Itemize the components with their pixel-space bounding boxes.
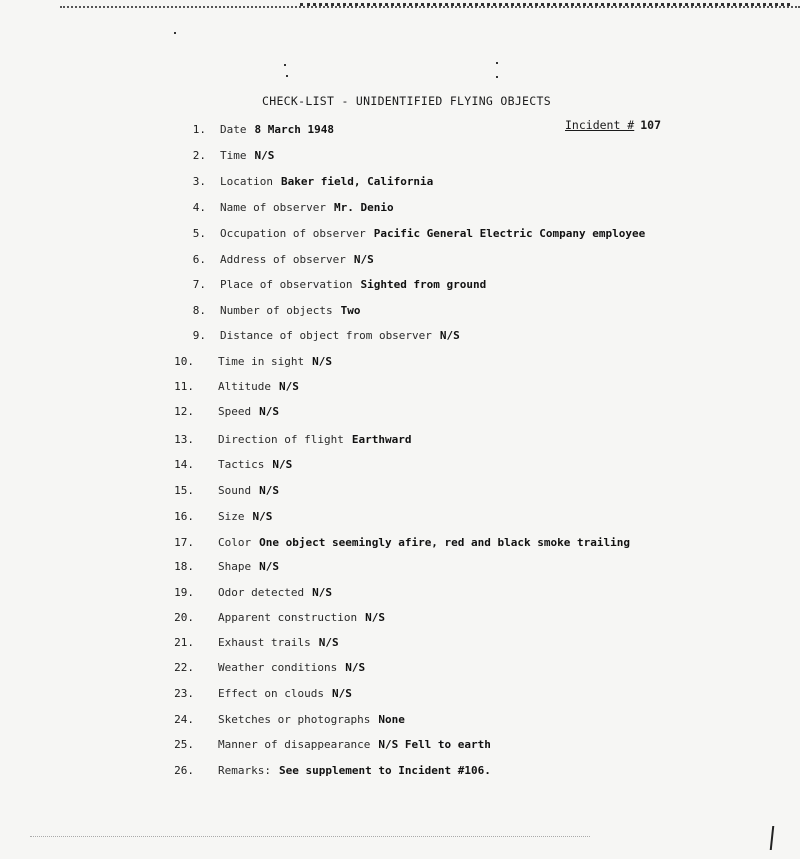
item-number: 10. [174, 355, 194, 368]
item-number: 26. [174, 764, 194, 777]
item-value: N/S [345, 661, 366, 674]
item-text [218, 559, 279, 575]
scan-speck [284, 64, 286, 66]
scan-speck [496, 76, 498, 78]
item-number: 1. [192, 123, 206, 136]
item-number: 15. [174, 484, 194, 497]
item-label: Time in sight [218, 355, 305, 368]
item-text [220, 148, 274, 164]
item-label: Odor detected [218, 586, 305, 599]
item-value: Baker field, California [280, 175, 434, 188]
item-value: N/S [331, 687, 352, 700]
item-text [218, 483, 279, 499]
bottom-edge-dots [30, 836, 590, 837]
item-text [218, 610, 385, 626]
item-value: Sighted from ground [360, 278, 487, 291]
item-text [218, 379, 299, 395]
item-number: 8. [192, 304, 206, 317]
item-number: 6. [192, 253, 206, 266]
top-edge-dots-heavy [300, 3, 790, 6]
item-text [218, 635, 339, 651]
item-number: 19. [174, 586, 194, 599]
item-value: N/S [312, 355, 332, 368]
item-number: 13. [174, 433, 194, 446]
item-text [218, 737, 491, 753]
item-value: None [378, 713, 405, 726]
item-text [218, 763, 491, 779]
item-text [220, 226, 645, 242]
item-label: Tactics [218, 458, 265, 471]
item-number: 9. [192, 329, 206, 342]
item-text [218, 660, 365, 676]
item-value: N/S [318, 636, 339, 649]
item-label: Address of observer [220, 253, 346, 266]
item-number: 21. [174, 636, 194, 649]
item-value: One object seemingly afire, red and black smoke trailing [259, 536, 630, 549]
item-label: Weather conditions [218, 661, 338, 674]
item-value: See supplement to Incident #106. [278, 764, 491, 777]
item-number: 3. [192, 175, 206, 188]
item-label: Sound [218, 484, 252, 497]
item-value: N/S [259, 484, 279, 497]
item-value: N/S [272, 458, 293, 471]
item-label: Distance of object from observer [220, 329, 432, 342]
item-value: N/S [254, 149, 275, 162]
item-label: Manner of disappearance [218, 738, 371, 751]
margin-mark [770, 826, 775, 850]
item-number: 25. [174, 738, 194, 751]
item-value: N/S [252, 510, 273, 523]
item-text [220, 200, 394, 216]
item-label: Size [218, 510, 245, 523]
item-label: Remarks: [218, 764, 271, 777]
item-number: 5. [192, 227, 206, 240]
item-label: Exhaust trails [218, 636, 311, 649]
item-value: N/S [312, 586, 332, 599]
item-number: 11. [174, 380, 194, 393]
incident-header [565, 118, 661, 132]
item-value: Pacific General Electric Company employee [373, 227, 646, 240]
item-number: 7. [192, 278, 206, 291]
item-value: Mr. Denio [333, 201, 394, 214]
item-label: Color [218, 536, 252, 549]
item-text [218, 712, 405, 728]
item-text [218, 457, 292, 473]
item-text [220, 303, 360, 319]
item-text [218, 509, 272, 525]
item-label: Altitude [218, 380, 271, 393]
item-value: N/S [259, 560, 279, 573]
scan-speck [174, 32, 176, 34]
item-label: Date [220, 123, 247, 136]
item-label: Direction of flight [218, 433, 344, 446]
incident-label: Incident # [565, 118, 635, 132]
item-number: 20. [174, 611, 194, 624]
item-text [220, 328, 460, 344]
item-text [220, 174, 433, 190]
item-text [218, 432, 411, 448]
item-text [218, 686, 352, 702]
item-number: 22. [174, 661, 194, 674]
page-title: CHECK-LIST - UNIDENTIFIED FLYING OBJECTS [262, 94, 551, 108]
item-number: 24. [174, 713, 194, 726]
item-number: 16. [174, 510, 194, 523]
item-value: N/S [365, 611, 385, 624]
item-number: 12. [174, 405, 194, 418]
item-label: Effect on clouds [218, 687, 324, 700]
item-value: Earthward [351, 433, 412, 446]
item-label: Time [220, 149, 247, 162]
item-label: Sketches or photographs [218, 713, 371, 726]
item-number: 14. [174, 458, 194, 471]
item-text [218, 354, 332, 370]
incident-number: 107 [640, 118, 662, 132]
item-number: 4. [192, 201, 206, 214]
item-label: Number of objects [220, 304, 333, 317]
item-label: Place of observation [220, 278, 353, 291]
item-label: Location [220, 175, 273, 188]
item-value: N/S [353, 253, 374, 266]
item-number: 18. [174, 560, 194, 573]
item-number: 23. [174, 687, 194, 700]
item-value: Two [340, 304, 361, 317]
scan-speck [496, 62, 498, 64]
item-value: N/S [259, 405, 279, 418]
top-edge-dots [60, 6, 800, 8]
item-label: Occupation of observer [220, 227, 366, 240]
item-number: 17. [174, 536, 194, 549]
item-text [220, 252, 374, 268]
item-label: Speed [218, 405, 252, 418]
item-value: N/S [278, 380, 299, 393]
item-text [220, 122, 334, 138]
item-number: 2. [192, 149, 206, 162]
item-label: Apparent construction [218, 611, 358, 624]
scan-speck [286, 75, 288, 77]
item-value: N/S [439, 329, 460, 342]
item-label: Shape [218, 560, 252, 573]
item-text [218, 404, 279, 420]
item-value: N/S Fell to earth [378, 738, 491, 751]
item-text [218, 535, 630, 551]
item-text [220, 277, 486, 293]
item-value: 8 March 1948 [254, 123, 334, 136]
item-label: Name of observer [220, 201, 326, 214]
item-text [218, 585, 332, 601]
